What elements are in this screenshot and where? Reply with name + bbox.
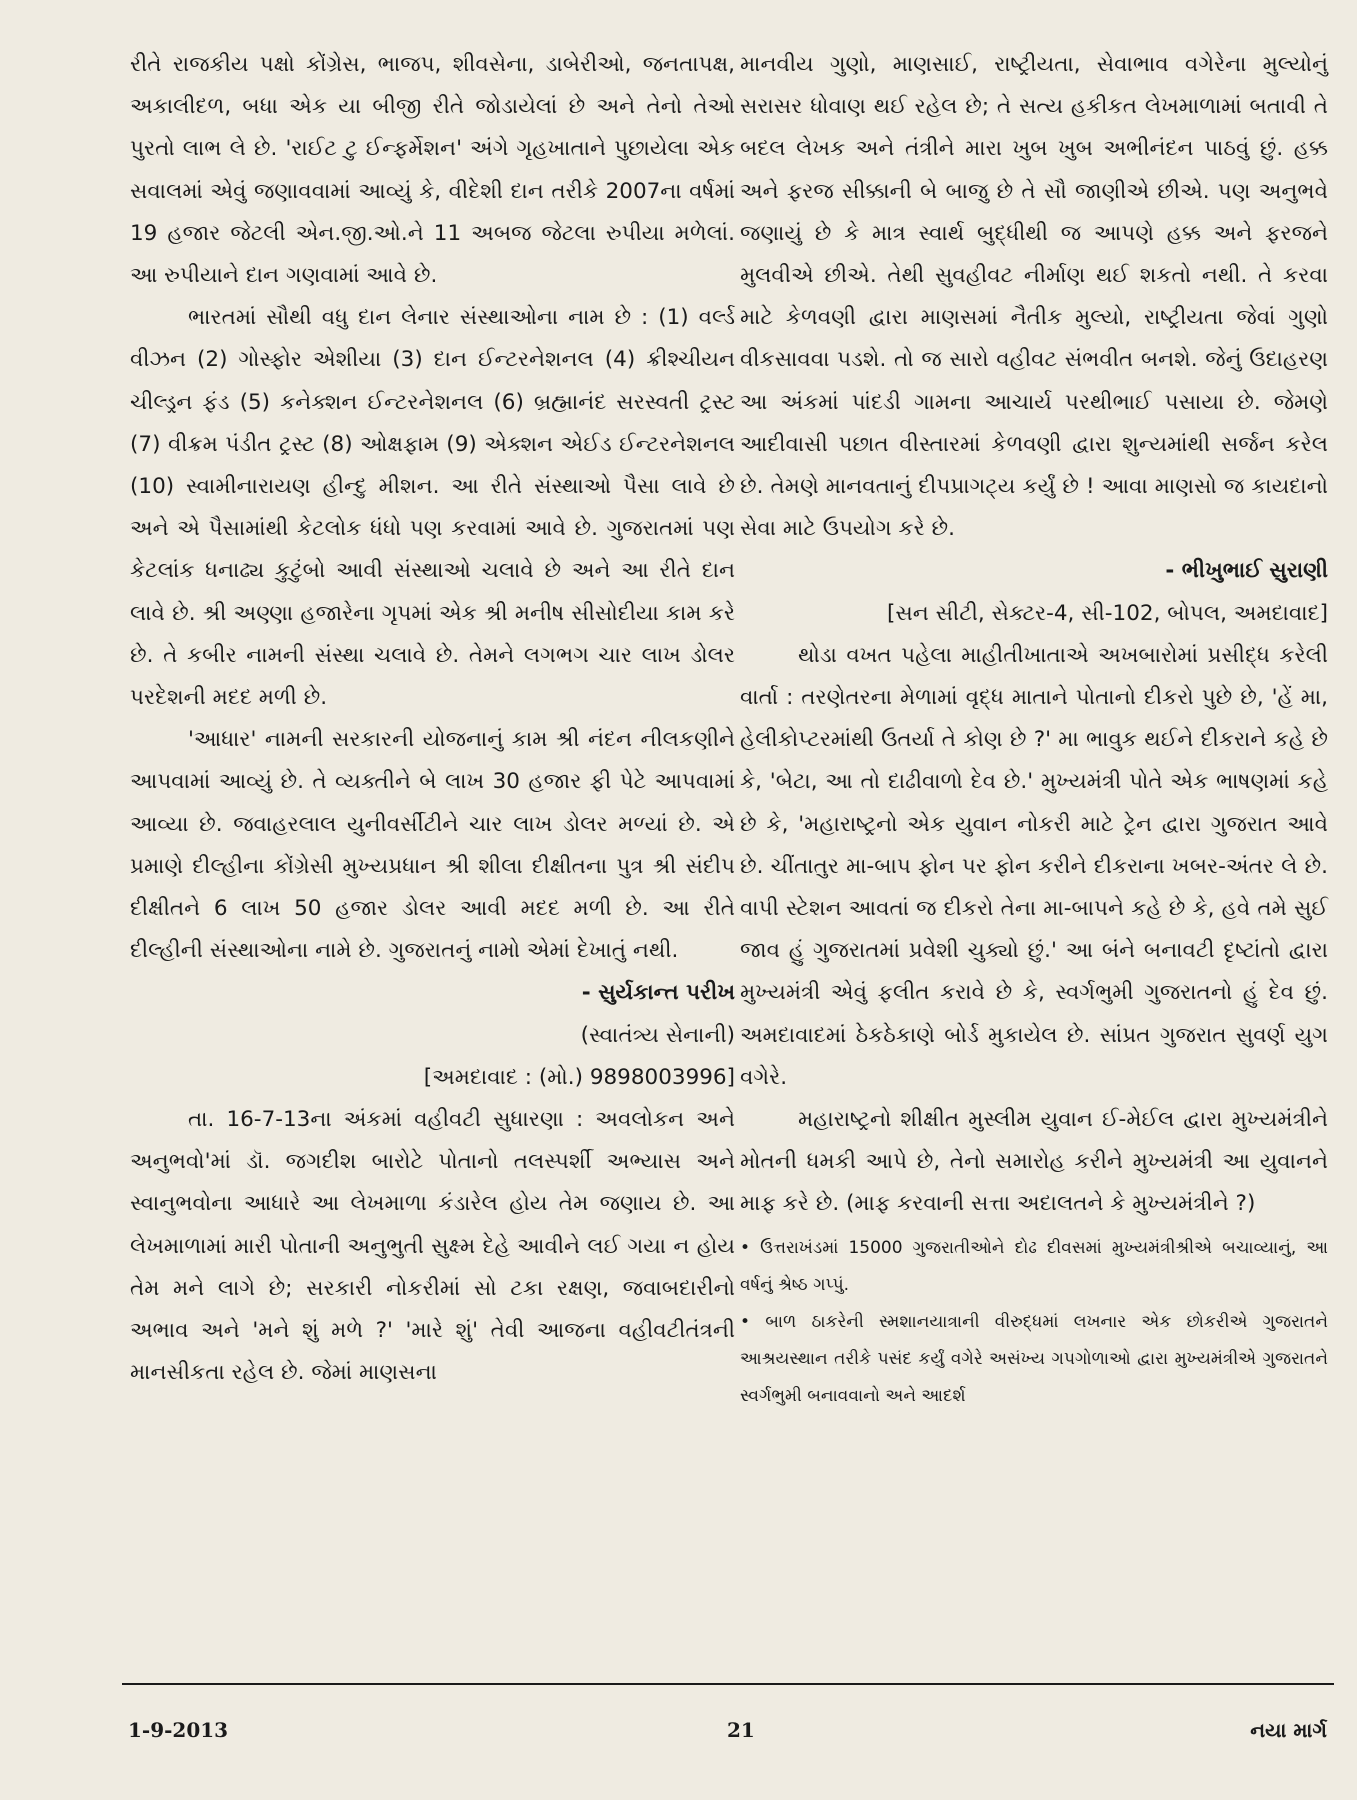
footer-page-number: 21 bbox=[727, 1718, 755, 1742]
right-paragraph-2: થોડા વખત પહેલા માહીતીખાતાએ અખબારોમાં પ્રસીદ્ધ કરેલી વાર્તા : તરણેતરના મેળામાં વૃદ્ધ માતાને પોતાનો દીકરો પુછે છે, 'હેં મા, હેલીકોપ્ટરમાંથી ઉતર્યા તે કોણ છે ?' મા ભાવુક થઈને દીકરાને કહે છે કે, 'બેટા, આ તો દાઢીવાળો દેવ છે.' મુખ્યમંત્રી પોતે એક ભાષણમાં કહે છે કે, 'મહારાષ્ટ્રનો એક યુવાન નોકરી માટે ટ્રેન દ્વારા ગુજરાત આવે છે. ચીંતાતુર મા-બાપ ફોન પર ફોન કરીને દીકરાના ખબર-અંતર લે છે. વાપી સ્ટેશન આવતાં જ દીકરો તેના મા-બાપને કહે છે કે, હવે તમે સુઈ જાવ હું ગુજરાતમાં પ્રવેશી ચુક્યો છું.' આ બંને બનાવટી દૃષ્ટાંતો દ્વારા મુખ્યમંત્રી એવું ફલીત કરાવે છે કે, સ્વર્ગભુમી ગુજરાતનો હું દેવ છું. અમદાવાદમાં ઠેકઠેકાણે બોર્ડ મુકાયેલ છે. સાંપ્રત ગુજરાત સુવર્ણ યુગ વગેરે. bbox=[740, 642, 1328, 1090]
bullet-item: • બાળ ઠાકરેની સ્મશાનયાત્રાની વીરુદ્ધમાં લખનાર એક છોકરીએ ગુજરાતને આશ્રયસ્થાન તરીકે પસંદ કર્યું વગેરે અસંખ્ય ગપગોળાઓ દ્વારા મુખ્યમંત્રીએ ગુજરાતને સ્વર્ગભુમી બનાવવાનો અને આદર્શ bbox=[740, 1311, 1328, 1406]
left-signature-address: [અમદાવાદ : (મો.) 9898003996] bbox=[423, 1064, 735, 1090]
left-signature-name: - સુર્યકાન્ત પરીખ bbox=[581, 980, 735, 1006]
left-paragraph-2: ભારતમાં સૌથી વધુ દાન લેનાર સંસ્થાઓના નામ છે : (1) વર્લ્ડ વીઝન (2) ગોસ્ફોર એશીયા (3) દાન ઈન્ટરનેશનલ (4) ક્રીશ્ચીયન ચીલ્ડ્રન ફંડ (5) કનેક્શન ઈન્ટરનેશનલ (6) બ્રહ્માનંદ સરસ્વતી ટ્રસ્ટ (7) વીક્રમ પંડીત ટ્રસ્ટ (8) ઓક્ષફામ (9) એક્શન એઈડ ઈન્ટરનેશનલ (10) સ્વામીનારાયણ હીન્દુ મીશન. આ રીતે સંસ્થાઓ પૈસા લાવે છે અને એ પૈસામાંથી કેટલોક ધંધો પણ કરવામાં આવે છે. ગુજરાતમાં પણ કેટલાંક ધનાઢ્ય કુટુંબો આવી સંસ્થાઓ ચલાવે છે અને આ રીતે દાન લાવે છે. શ્રી અણ્ણા હજારેના ગૃપમાં એક શ્રી મનીષ સીસોદીયા કામ કરે છે. તે કબીર નામની સંસ્થા ચલાવે છે. તેમને લગભગ ચાર લાખ ડોલર પરદેશની મદદ મળી છે. bbox=[130, 305, 735, 711]
footer-date: 1-9-2013 bbox=[128, 1718, 229, 1742]
footer-divider bbox=[122, 1683, 1334, 1685]
left-signature-title: (સ્વાતંત્ર્ય સેનાની) bbox=[580, 1022, 735, 1048]
right-paragraph-1: માનવીય ગુણો, માણસાઈ, રાષ્ટ્રીયતા, સેવાભાવ વગેરેના મુલ્યોનું સરાસર ધોવાણ થઈ રહેલ છે; તે સત્ય હકીકત લેખમાળામાં બતાવી તે બદલ લેખક અને તંત્રીને મારા ખુબ ખુબ અભીનંદન પાઠવું છું. હક્ક અને ફરજ સીક્કાની બે બાજુ છે તે સૌ જાણીએ છીએ. પણ અનુભવે જણાયું છે કે માત્ર સ્વાર્થ બુદ્ધીથી જ આપણે હક્ક અને ફરજને મુલવીએ છીએ. તેથી સુવહીવટ નીર્માણ થઈ શકતો નથી. તે કરવા માટે કેળવણી દ્વારા માણસમાં નૈતીક મુલ્યો, રાષ્ટ્રીયતા જેવાં ગુણો વીકસાવવા પડશે. તો જ સારો વહીવટ સંભવીત બનશે. જેનું ઉદાહરણ આ અંકમાં પાંદડી ગામના આચાર્ય પરથીભાઈ પસાયા છે. જેમણે આદીવાસી પછાત વીસ્તારમાં કેળવણી દ્વારા શુન્યમાંથી સર્જન કરેલ છે. તેમણે માનવતાનું દીપપ્રાગટ્ય કર્યું છે ! આવા માણસો જ કાયદાનો સેવા માટે ઉપયોગ કરે છે. bbox=[740, 52, 1328, 542]
left-paragraph-1: રીતે રાજકીય પક્ષો કોંગ્રેસ, ભાજપ, શીવસેના, ડાબેરીઓ, જનતાપક્ષ, અકાલીદળ, બધા એક યા બીજી રીતે જોડાયેલાં છે અને તેનો તેઓ પુરતો લાભ લે છે. 'રાઈટ ટુ ઈન્ફર્મેશન' અંગે ગૃહખાતાને પુછાયેલા એક સવાલમાં એવું જણાવવામાં આવ્યું કે, વીદેશી દાન તરીકે 2007ના વર્ષમાં 19 હજાર જેટલી એન.જી.ઓ.ને 11 અબજ જેટલા રુપીયા મળેલાં. આ રુપીયાને દાન ગણવામાં આવે છે. bbox=[130, 52, 735, 289]
left-paragraph-4: તા. 16-7-13ના અંકમાં વહીવટી સુધારણા : અવલોકન અને અનુભવો'માં ડૉ. જગદીશ બારોટે પોતાનો તલસ્પર્શી અભ્યાસ અને સ્વાનુભવોના આધારે આ લેખમાળા કંડારેલ હોય તેમ જણાય છે. આ લેખમાળામાં મારી પોતાની અનુભુતી સુક્ષ્મ દેહે આવીને લઈ ગયા ન હોય તેમ મને લાગે છે; સરકારી નોકરીમાં સો ટકા રક્ષણ, જવાબદારીનો અભાવ અને 'મને શું મળે ?' 'મારે શું' તેવી આજના વહીવટીતંત્રની માનસીકતા રહેલ છે. જેમાં માણસના bbox=[130, 1107, 735, 1386]
footer-publication-name: નયા માર્ગ bbox=[1250, 1718, 1327, 1742]
bullet-item: • ઉત્તરાખંડમાં 15000 ગુજરાતીઓને દોઢ દીવસમાં મુખ્યમંત્રીશ્રીએ બચાવ્યાનું, આ વર્ષનું શ્રેષ્ઠ ગપ્પું. bbox=[740, 1237, 1328, 1295]
right-signature-name: - ભીખુભાઈ સુરાણી bbox=[1165, 558, 1328, 584]
left-paragraph-3: 'આધાર' નામની સરકારની યોજનાનું કામ શ્રી નંદન નીલકણીને આપવામાં આવ્યું છે. તે વ્યક્તીને બે લાખ 30 હજાર ફી પેટે આપવામાં આવ્યા છે. જવાહરલાલ યુનીવર્સીટીને ચાર લાખ ડોલર મળ્યાં છે. એ પ્રમાણે દીલ્હીના કોંગ્રેસી મુખ્યપ્રધાન શ્રી શીલા દીક્ષીતના પુત્ર શ્રી સંદીપ દીક્ષીતને 6 લાખ 50 હજાર ડોલર આવી મદદ મળી છે. આ રીતે દીલ્હીની સંસ્થાઓના નામે છે. ગુજરાતનું નામો એમાં દેખાતું નથી. bbox=[130, 727, 735, 964]
right-column bbox=[740, 44, 1328, 1415]
right-paragraph-3: મહારાષ્ટ્રનો શીક્ષીત મુસ્લીમ યુવાન ઈ-મેઈલ દ્વારા મુખ્યમંત્રીને મોતની ધમકી આપે છે, તેનો સમારોહ કરીને મુખ્યમંત્રી આ યુવાનને માફ કરે છે. (માફ કરવાની સત્તા અદાલતને કે મુખ્યમંત્રીને ?) bbox=[740, 1107, 1328, 1217]
right-signature-address: [સન સીટી, સેક્ટર-4, સી-102, બોપલ, અમદાવાદ] bbox=[886, 600, 1328, 626]
bullet-list bbox=[740, 1230, 1328, 1415]
left-column bbox=[130, 44, 735, 1395]
